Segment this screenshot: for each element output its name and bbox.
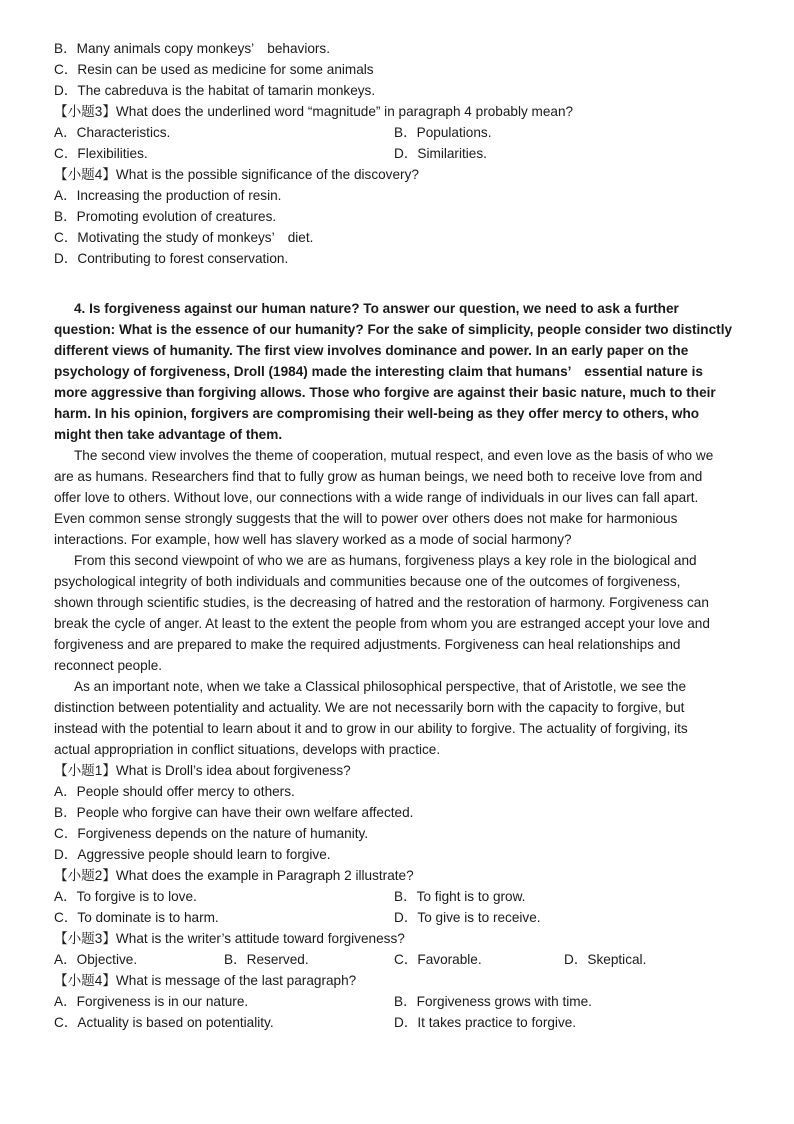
paragraph-line: As an important note, when we take a Classical philosophical perspective, that of Aristotle, we see the (74, 679, 687, 694)
option-row (54, 122, 744, 143)
paragraph-line: reconnect people. (54, 658, 163, 673)
option-text: C．Forgiveness depends on the nature of humanity. (54, 826, 369, 841)
option-text: B．Promoting evolution of creatures. (54, 209, 277, 224)
option-row (54, 143, 744, 164)
paragraph-line: break the cycle of anger. At least to the extent the people from whom you are estranged accept your love and (54, 616, 710, 631)
option-row (54, 949, 744, 970)
option-text: D．The cabreduva is the habitat of tamarin monkeys. (54, 83, 376, 98)
paragraph-line: harm. In his opinion, forgivers are compromising their well-being as they offer mercy to others, who (54, 406, 700, 421)
option-text: A．People should offer mercy to others. (54, 784, 295, 799)
option-row (54, 1012, 744, 1033)
passage4 (54, 298, 744, 1033)
paragraph-line: instead with the potential to learn about it and to grow in our ability to forgive. The actuality of forgiving, its (54, 721, 688, 736)
passage3-questions (54, 38, 744, 269)
option-text: D．Aggressive people should learn to forgive. (54, 847, 331, 862)
option-text: C．Resin can be used as medicine for some animals (54, 62, 374, 77)
passage4-questions (54, 760, 744, 1033)
paragraph-line: offer love to others. Without love, our connections with a wide range of individuals in our lives can fall apart. (54, 490, 699, 505)
option-text: A．To forgive is to love. (54, 889, 197, 904)
passage4-paragraph-2 (54, 445, 744, 550)
option-text: D．Similarities. (394, 146, 487, 161)
paragraph-line: are as humans. Researchers find that to fully grow as human beings, we need both to receive love from and (54, 469, 703, 484)
paragraph-line: different views of humanity. The first view involves dominance and power. In an early paper on the (54, 343, 689, 358)
question-stem: 【小题2】What does the example in Paragraph 2 illustrate? (54, 868, 414, 883)
paragraph-line: psychology of forgiveness, Droll (1984) made the interesting claim that humans’ essential nature is (54, 364, 703, 379)
option-text: D．To give is to receive. (394, 910, 541, 925)
option-text: A．Objective. (54, 952, 138, 967)
option-row (54, 991, 744, 1012)
option-text: B．Populations. (394, 125, 492, 140)
paragraph-line: From this second viewpoint of who we are as humans, forgiveness plays a key role in the biological and (74, 553, 697, 568)
paragraph-line: question: What is the essence of our humanity? For the sake of simplicity, people consider two distinctly (54, 322, 733, 337)
question-stem: 【小题3】What does the underlined word “magnitude” in paragraph 4 probably mean? (54, 104, 574, 119)
paragraph-line: might then take advantage of them. (54, 427, 283, 442)
question-stem: 【小题4】What is the possible significance of the discovery? (54, 167, 419, 182)
option-row (54, 907, 744, 928)
option-text: A．Forgiveness is in our nature. (54, 994, 249, 1009)
paragraph-line: forgiveness and are prepared to make the required adjustments. Forgiveness can heal relationships and (54, 637, 681, 652)
option-text: B．People who forgive can have their own welfare affected. (54, 805, 414, 820)
option-text: B．Forgiveness grows with time. (394, 994, 592, 1009)
option-text: D．Skeptical. (564, 952, 647, 967)
option-text: A．Characteristics. (54, 125, 171, 140)
option-text: C．Flexibilities. (54, 146, 148, 161)
option-text: C．Favorable. (394, 952, 482, 967)
option-text: D．Contributing to forest conservation. (54, 251, 289, 266)
paragraph-line: actual appropriation in conflict situations, develops with practice. (54, 742, 441, 757)
passage4-paragraph-4 (54, 676, 744, 760)
question-stem: 【小题1】What is Droll’s idea about forgiveness? (54, 763, 351, 778)
paragraph-line: Even common sense strongly suggests that the will to power over others does not make for harmonious (54, 511, 678, 526)
paragraph-line: more aggressive than forgiving allows. Those who forgive are against their basic nature, much to their (54, 385, 716, 400)
question-stem: 【小题4】What is message of the last paragraph? (54, 973, 357, 988)
option-text: B．Reserved. (224, 952, 309, 967)
paragraph-line: psychological integrity of both individuals and communities because one of the outcomes of forgiveness, (54, 574, 681, 589)
option-text: C．To dominate is to harm. (54, 910, 219, 925)
question-stem: 【小题3】What is the writer’s attitude toward forgiveness? (54, 931, 405, 946)
option-text: B．Many animals copy monkeys’ behaviors. (54, 41, 331, 56)
paragraph-line: The second view involves the theme of cooperation, mutual respect, and even love as the basis of who we (74, 448, 714, 463)
option-text: D．It takes practice to forgive. (394, 1015, 577, 1030)
paragraph-line: distinction between potentiality and actuality. We are not necessarily born with the capacity to forgive, but (54, 700, 685, 715)
option-text: A．Increasing the production of resin. (54, 188, 282, 203)
paragraph-line: 4. Is forgiveness against our human nature? To answer our question, we need to ask a further (74, 301, 679, 316)
paragraph-line: shown through scientific studies, is the decreasing of hatred and the restoration of harmony. Forgiveness can (54, 595, 709, 610)
paragraph-line: interactions. For example, how well has slavery worked as a mode of social harmony? (54, 532, 572, 547)
option-text: B．To fight is to grow. (394, 889, 526, 904)
option-row (54, 886, 744, 907)
option-text: C．Actuality is based on potentiality. (54, 1015, 274, 1030)
option-text: C．Motivating the study of monkeys’ diet. (54, 230, 314, 245)
passage4-paragraph-1 (54, 298, 744, 445)
passage4-paragraph-3 (54, 550, 744, 676)
